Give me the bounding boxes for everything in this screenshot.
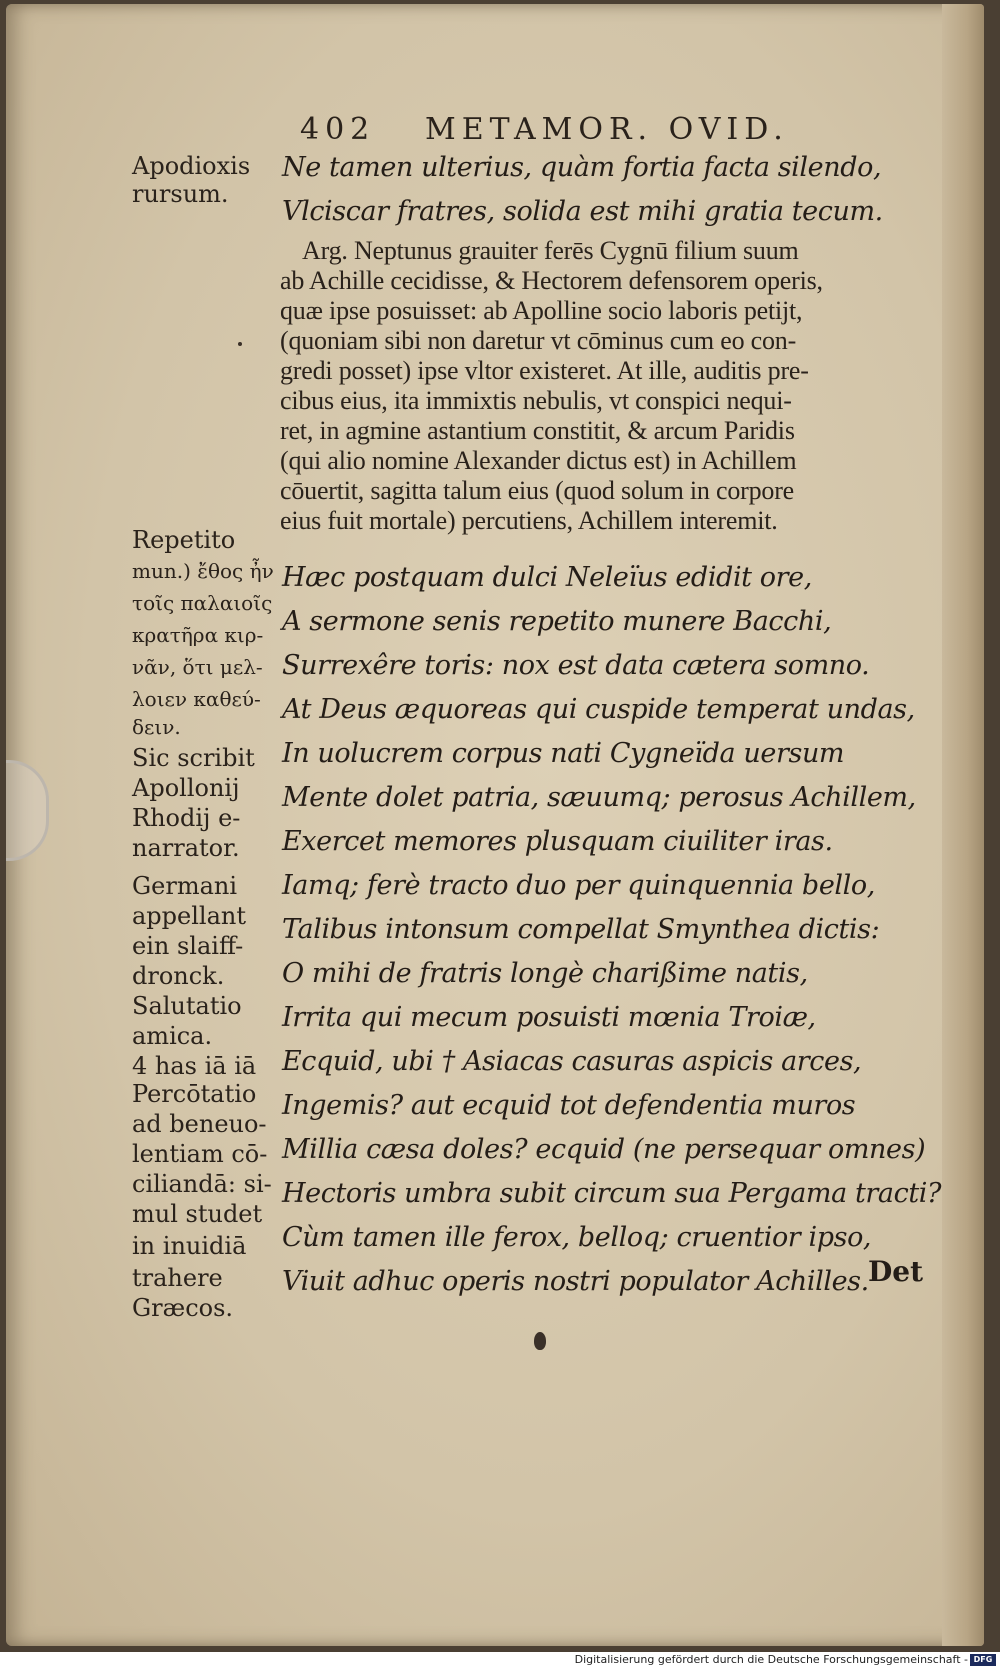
margin-note: rursum.: [132, 180, 229, 208]
ornament-icon: [534, 1332, 546, 1350]
verse-line: Hæc postquam dulci Neleïus edidit ore,: [282, 562, 812, 593]
verse-line: Ne tamen ulterius, quàm fortia facta silendo,: [282, 152, 882, 183]
verse-line: Vlciscar fratres, solida est mihi gratia tecum.: [282, 196, 883, 227]
argument-line: (quoniam sibi non daretur vt cōminus cum eo con-: [280, 326, 797, 355]
catchword: Det: [868, 1255, 924, 1288]
verse-line: O mihi de fratris longè charißime natis,: [282, 958, 808, 989]
page-number: 402: [300, 112, 376, 147]
argument-line: quæ ipse posuisset: ab Apolline socio laboris petijt,: [280, 296, 803, 325]
margin-note: trahere: [132, 1264, 223, 1292]
margin-note: Apodioxis: [132, 152, 251, 180]
margin-note: δειν.: [132, 715, 181, 739]
verse-line: Cùm tamen ille ferox, belloq; cruentior ipso,: [282, 1222, 872, 1253]
margin-note: mul studet: [132, 1200, 263, 1228]
argument-line: eius fuit mortale) percutiens, Achillem interemit.: [280, 506, 778, 535]
verse-line: A sermone senis repetito munere Bacchi,: [282, 606, 832, 637]
footer-bar: [0, 1652, 1000, 1669]
running-head: [300, 112, 880, 152]
margin-note: ad beneuo-: [132, 1110, 267, 1138]
verse-line: Surrexêre toris: nox est data cætera somno.: [282, 650, 870, 681]
verse-line: At Deus æquoreas qui cuspide temperat undas,: [282, 694, 915, 725]
margin-note: τοῖς παλαιοῖς: [132, 591, 273, 615]
verse-line: Ingemis? aut ecquid tot defendentia muros: [282, 1090, 856, 1121]
page-edge: [942, 4, 984, 1646]
verse-line: Millia cæsa doles? ecquid (ne persequar omnes): [282, 1134, 926, 1165]
verse-line: Iamq; ferè tracto duo per quinquennia bello,: [282, 870, 875, 901]
verse-line: In uolucrem corpus nati Cygneïda uersum: [282, 738, 845, 769]
argument-line: cibus eius, ita immixtis nebulis, vt conspici nequi-: [280, 386, 792, 415]
margin-note: Germani: [132, 872, 238, 900]
argument-line: (qui alio nomine Alexander dictus est) in Achillem: [280, 446, 797, 475]
verse-line: Viuit adhuc operis nostri populator Achilles.: [282, 1266, 869, 1297]
dfg-logo: DFG: [970, 1654, 996, 1666]
argument-line: ab Achille cecidisse, & Hectorem defensorem operis,: [280, 266, 823, 295]
verse-line: Exercet memores plusquam ciuiliter iras.: [282, 826, 833, 857]
argument-line: Arg. Neptunus grauiter ferēs Cygnū filium suum: [302, 236, 799, 265]
margin-note: ein slaiff-: [132, 932, 244, 960]
verse-line: Ecquid, ubi † Asiacas casuras aspicis arces,: [282, 1046, 862, 1077]
margin-note: mun.) ἔθος ἦν: [132, 559, 274, 583]
verse-line: Talibus intonsum compellat Smynthea dictis:: [282, 914, 880, 945]
margin-note: Repetito: [132, 526, 236, 554]
ink-dot: [238, 342, 242, 346]
margin-note: Rhodij e-: [132, 804, 241, 832]
margin-note: dronck.: [132, 962, 225, 990]
margin-note: narrator.: [132, 834, 240, 862]
margin-note: κρατῆρα κιρ-: [132, 623, 264, 647]
margin-note: ciliandā: si-: [132, 1170, 272, 1198]
verse-line: Hectoris umbra subit circum sua Pergama tracti?: [282, 1178, 942, 1209]
verse-line: Mente dolet patria, sæuumq; perosus Achillem,: [282, 782, 916, 813]
margin-note: lentiam cō-: [132, 1140, 268, 1168]
margin-note: 4 has iā iā: [132, 1052, 257, 1080]
margin-note: appellant: [132, 902, 246, 930]
margin-note: in inuidiā: [132, 1232, 247, 1260]
argument-line: cōuertit, sagitta talum eius (quod solum in corpore: [280, 476, 795, 505]
margin-note: amica.: [132, 1022, 213, 1050]
margin-note: Sic scribit: [132, 744, 255, 772]
margin-note: Apollonij: [132, 774, 240, 802]
margin-note: Percōtatio: [132, 1080, 257, 1108]
verse-line: Irrita qui mecum posuisti mœnia Troiæ,: [282, 1002, 816, 1033]
argument-line: ret, in agmine astantium constitit, & arcum Paridis: [280, 416, 795, 445]
margin-note: Salutatio: [132, 992, 242, 1020]
margin-note: Græcos.: [132, 1294, 234, 1322]
footer-credit: Digitalisierung gefördert durch die Deutsche Forschungsgemeinschaft -: [574, 1653, 968, 1666]
running-title: METAMOR. OVID.: [425, 112, 789, 147]
margin-note: λοιεν καθεύ-: [132, 687, 261, 711]
argument-line: gredi posset) ipse vltor existeret. At ille, auditis pre-: [280, 356, 809, 385]
margin-note: νᾶν, ὅτι μελ-: [132, 655, 263, 679]
